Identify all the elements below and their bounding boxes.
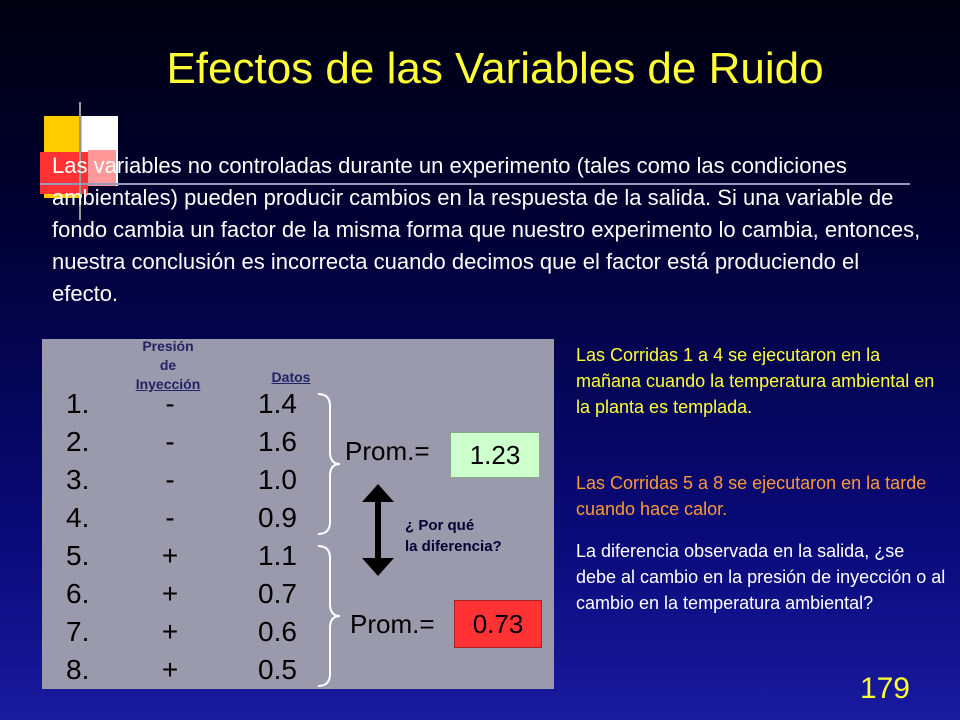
row-sign: - — [165, 388, 175, 419]
question-line2: la diferencia? — [405, 538, 502, 555]
row-value: 1.1 — [258, 540, 297, 571]
average-label-second: Prom.= — [350, 609, 435, 639]
row-number: 3. — [66, 464, 90, 495]
question-text — [405, 515, 575, 557]
brace-bottom — [318, 546, 340, 686]
slide-title: Efectos de las Variables de Ruido — [166, 44, 824, 93]
double-arrow-icon — [362, 484, 394, 576]
note-afternoon-runs: Las Corridas 5 a 8 se ejecutaron en la tarde cuando hace calor. — [576, 473, 927, 519]
row-value: 1.4 — [258, 388, 297, 419]
row-value: 1.6 — [258, 426, 297, 457]
row-value: 1.0 — [258, 464, 297, 495]
intro-paragraph: Las variables no controladas durante un experimento (tales como las condiciones ambientales) pueden producir cambios en la respuesta de la salida. Si una variable de fondo cambia un factor de la misma forma que nuestro experimento lo cambia, entonces, nuestra conclusión es incorrecta cuando decimos que el factor está produciendo el efecto. — [52, 153, 921, 306]
header-presion-line1: Presión — [142, 338, 194, 354]
row-number: 6. — [66, 578, 90, 609]
header-datos: Datos — [271, 369, 311, 385]
row-sign: + — [161, 578, 179, 609]
row-number: 8. — [66, 654, 90, 685]
row-sign: + — [161, 540, 179, 571]
row-value: 0.5 — [258, 654, 297, 685]
note-morning-runs: Las Corridas 1 a 4 se ejecutaron en la mañana cuando la temperatura ambiental en la planta es templada. — [576, 345, 935, 417]
average-value-first: 1.23 — [450, 432, 540, 478]
page-number: 179 — [859, 672, 910, 705]
row-number: 4. — [66, 502, 90, 533]
row-sign: + — [161, 654, 179, 685]
row-number: 2. — [66, 426, 90, 457]
row-number: 5. — [66, 540, 90, 571]
brace-top — [318, 394, 340, 534]
average-value-second: 0.73 — [454, 600, 542, 648]
row-value: 0.9 — [258, 502, 297, 533]
row-value: 0.7 — [258, 578, 297, 609]
question-line1: ¿ Por qué — [405, 517, 475, 534]
header-presion-line3: Inyección — [135, 376, 201, 392]
row-number: 1. — [66, 388, 90, 419]
header-presion-line2: de — [159, 357, 177, 373]
row-number: 7. — [66, 616, 90, 647]
note-question: La diferencia observada en la salida, ¿se debe al cambio en la presión de inyección o al cambio en la temperatura ambiental? — [576, 541, 946, 613]
average-label-first: Prom.= — [345, 436, 430, 466]
row-value: 0.6 — [258, 616, 297, 647]
row-sign: - — [165, 464, 175, 495]
row-sign: + — [161, 616, 179, 647]
row-sign: - — [165, 426, 175, 457]
row-sign: - — [165, 502, 175, 533]
